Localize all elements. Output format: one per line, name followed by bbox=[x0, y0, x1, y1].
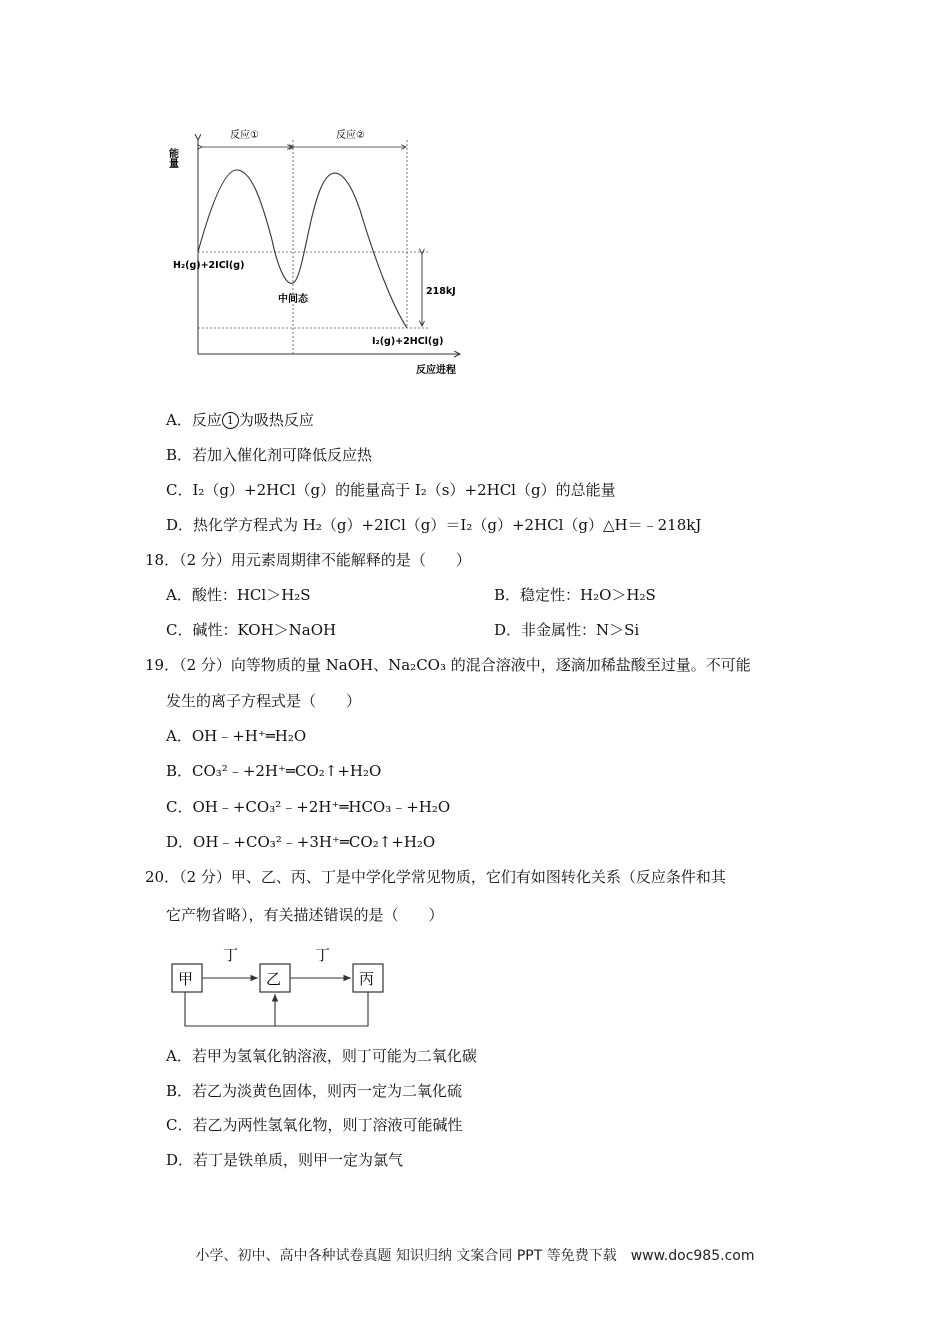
intermediate-label: 中间态 bbox=[278, 294, 308, 305]
q20-option-c: C．若乙为两性氢氧化物，则丁溶液可能碱性 bbox=[166, 1116, 463, 1134]
q20-stem-line2: 它产物省略），有关描述错误的是（ ） bbox=[166, 906, 444, 924]
energy-diagram bbox=[160, 120, 470, 382]
products-label: I₂(g)+2HCl(g) bbox=[372, 336, 444, 347]
footer-text: 小学、初中、高中各种试卷真题 知识归纳 文案合同 PPT 等免费下载 www.doc985.com bbox=[195, 1248, 755, 1264]
q18-option-b: B．稳定性：H₂O＞H₂S bbox=[494, 586, 656, 604]
x-axis-label: 反应进程 bbox=[416, 365, 456, 376]
q18-option-d: D．非金属性：N＞Si bbox=[494, 621, 640, 639]
reactants-label: H₂(g)+2ICl(g) bbox=[173, 260, 245, 271]
svg-text:丁: 丁 bbox=[223, 946, 239, 964]
reaction2-label: 反应② bbox=[336, 130, 365, 141]
q20-option-b: B．若乙为淡黄色固体，则丙一定为二氧化硫 bbox=[166, 1082, 463, 1100]
q19-stem-line2: 发生的离子方程式是（ ） bbox=[166, 692, 362, 710]
q17-option-b: B．若加入催化剂可降低反应热 bbox=[166, 446, 373, 464]
conversion-diagram bbox=[165, 940, 395, 1032]
q17-option-a: A．反应 1 为吸热反应 bbox=[166, 411, 314, 429]
q19-option-d: D．OH﹣+CO₃²﹣+3H⁺═CO₂↑+H₂O bbox=[166, 833, 436, 851]
svg-text:甲: 甲 bbox=[178, 970, 194, 988]
svg-text:丁: 丁 bbox=[315, 946, 331, 964]
q18-option-c: C．碱性：KOH＞NaOH bbox=[166, 621, 337, 639]
q19-option-a: A．OH﹣+H⁺═H₂O bbox=[166, 727, 307, 745]
q18-stem: 18．（2 分）用元素周期律不能解释的是（ ） bbox=[145, 551, 471, 569]
y-axis-label: 能量 bbox=[166, 148, 178, 168]
q18-option-a: A．酸性：HCl＞H₂S bbox=[166, 586, 311, 604]
q19-option-b: B．CO₃²﹣+2H⁺═CO₂↑+H₂O bbox=[166, 762, 382, 780]
q19-option-c: C．OH﹣+CO₃²﹣+2H⁺═HCO₃﹣+H₂O bbox=[166, 798, 451, 816]
reaction1-label: 反应① bbox=[230, 130, 259, 141]
q20-option-d: D．若丁是铁单质，则甲一定为氯气 bbox=[166, 1151, 404, 1169]
q19-stem-line1: 19．（2 分）向等物质的量 NaOH、Na₂CO₃ 的混合溶液中，逐滴加稀盐酸至过量。不可能 bbox=[145, 656, 751, 674]
energy-diff-label: 218kJ bbox=[426, 286, 456, 297]
q17-option-d: D．热化学方程式为 H₂（g）+2ICl（g）＝I₂（g）+2HCl（g）△H＝﹣218kJ bbox=[166, 516, 702, 534]
q17-option-c: C．I₂（g）+2HCl（g）的能量高于 I₂（s）+2HCl（g）的总能量 bbox=[166, 481, 616, 499]
q20-option-a: A．若甲为氢氧化钠溶液，则丁可能为二氧化碳 bbox=[166, 1047, 477, 1065]
svg-text:丙: 丙 bbox=[359, 970, 375, 988]
svg-text:乙: 乙 bbox=[266, 970, 282, 988]
q20-stem-line1: 20．（2 分）甲、乙、丙、丁是中学化学常见物质，它们有如图转化关系（反应条件和其 bbox=[145, 868, 726, 886]
